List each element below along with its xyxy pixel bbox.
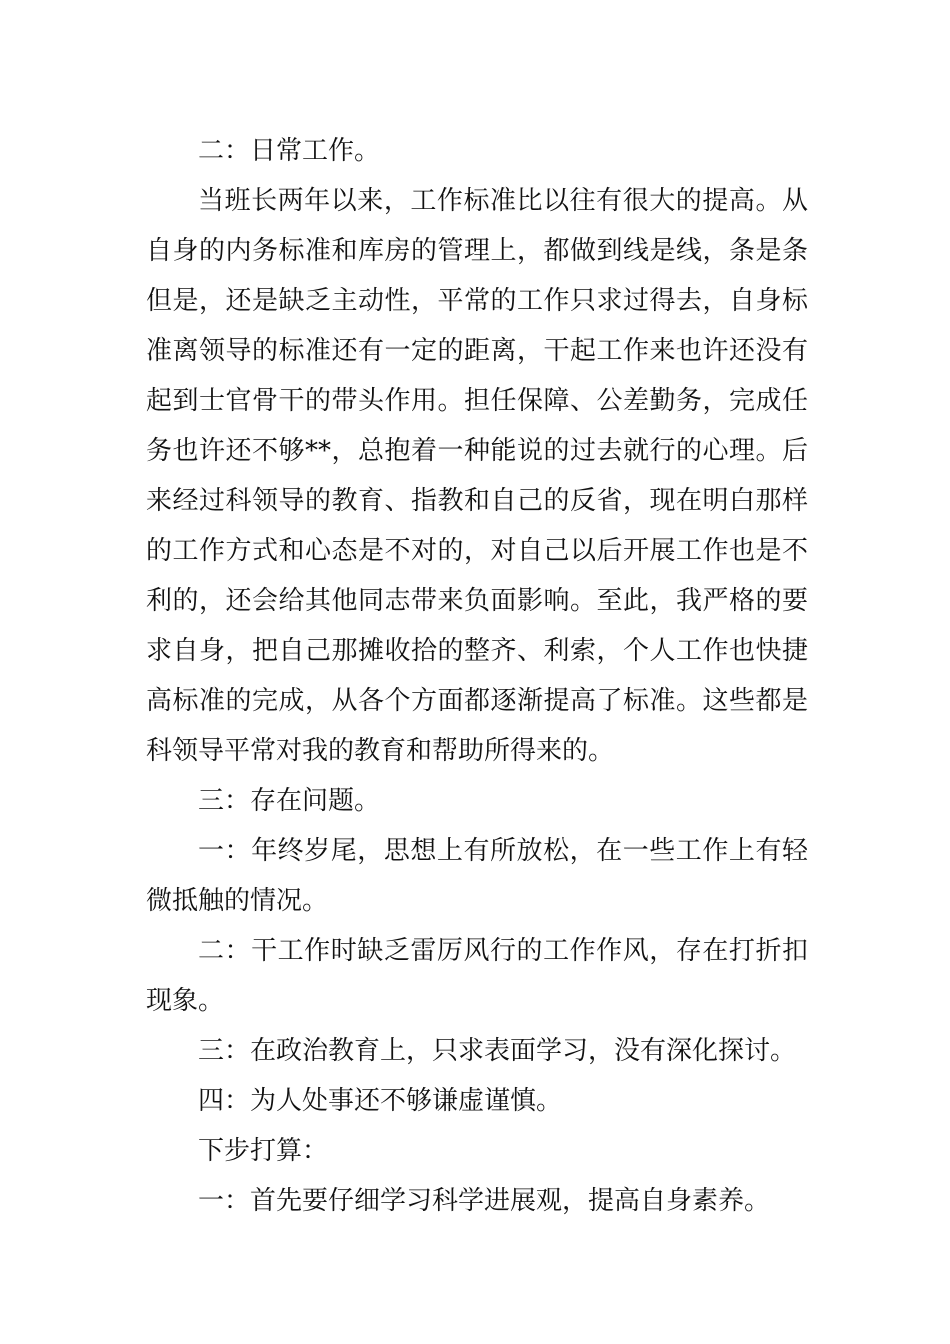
section-heading-daily-work: 二：日常工作。 (198, 136, 381, 166)
document-body (146, 126, 808, 1226)
paragraph-line: 自身的内务标准和库房的管理上，都做到线是线，条是条 (146, 236, 808, 266)
section-heading-problems: 三：存在问题。 (198, 786, 381, 816)
paragraph-line: 来经过科领导的教育、指教和自己的反省，现在明白那样 (146, 486, 808, 516)
problem-item-1 (146, 826, 808, 926)
problem-item-2 (146, 926, 808, 1026)
problem-line: 微抵触的情况。 (146, 886, 329, 916)
problem-item-3: 三：在政治教育上，只求表面学习，没有深化探讨。 (198, 1036, 797, 1066)
paragraph-line: 务也许还不够**，总抱着一种能说的过去就行的心理。后 (146, 436, 808, 466)
problem-item-4: 四：为人处事还不够谦虚谨慎。 (198, 1086, 563, 1116)
paragraph-line: 利的，还会给其他同志带来负面影响。至此，我严格的要 (146, 586, 808, 616)
paragraph-line: 但是，还是缺乏主动性，平常的工作只求过得去，自身标 (146, 286, 808, 316)
problem-line: 一：年终岁尾，思想上有所放松，在一些工作上有轻 (198, 836, 808, 866)
paragraph-line: 科领导平常对我的教育和帮助所得来的。 (146, 736, 615, 766)
paragraph-line: 的工作方式和心态是不对的，对自己以后开展工作也是不 (146, 536, 808, 566)
problem-line: 二：干工作时缺乏雷厉风行的工作作风，存在打折扣 (198, 936, 808, 966)
paragraph-line: 起到士官骨干的带头作用。担任保障、公差勤务，完成任 (146, 386, 808, 416)
paragraph-daily-work (146, 176, 808, 776)
paragraph-line: 准离领导的标准还有一定的距离，干起工作来也许还没有 (146, 336, 808, 366)
next-step-item-1: 一：首先要仔细学习科学进展观，提高自身素养。 (198, 1186, 771, 1216)
next-steps-heading: 下步打算： (198, 1136, 329, 1166)
paragraph-line: 高标准的完成，从各个方面都逐渐提高了标准。这些都是 (146, 686, 808, 716)
paragraph-line: 当班长两年以来，工作标准比以往有很大的提高。从 (198, 186, 808, 216)
paragraph-line: 求自身，把自己那摊收拾的整齐、利索，个人工作也快捷 (146, 636, 808, 666)
problem-line: 现象。 (146, 986, 225, 1016)
